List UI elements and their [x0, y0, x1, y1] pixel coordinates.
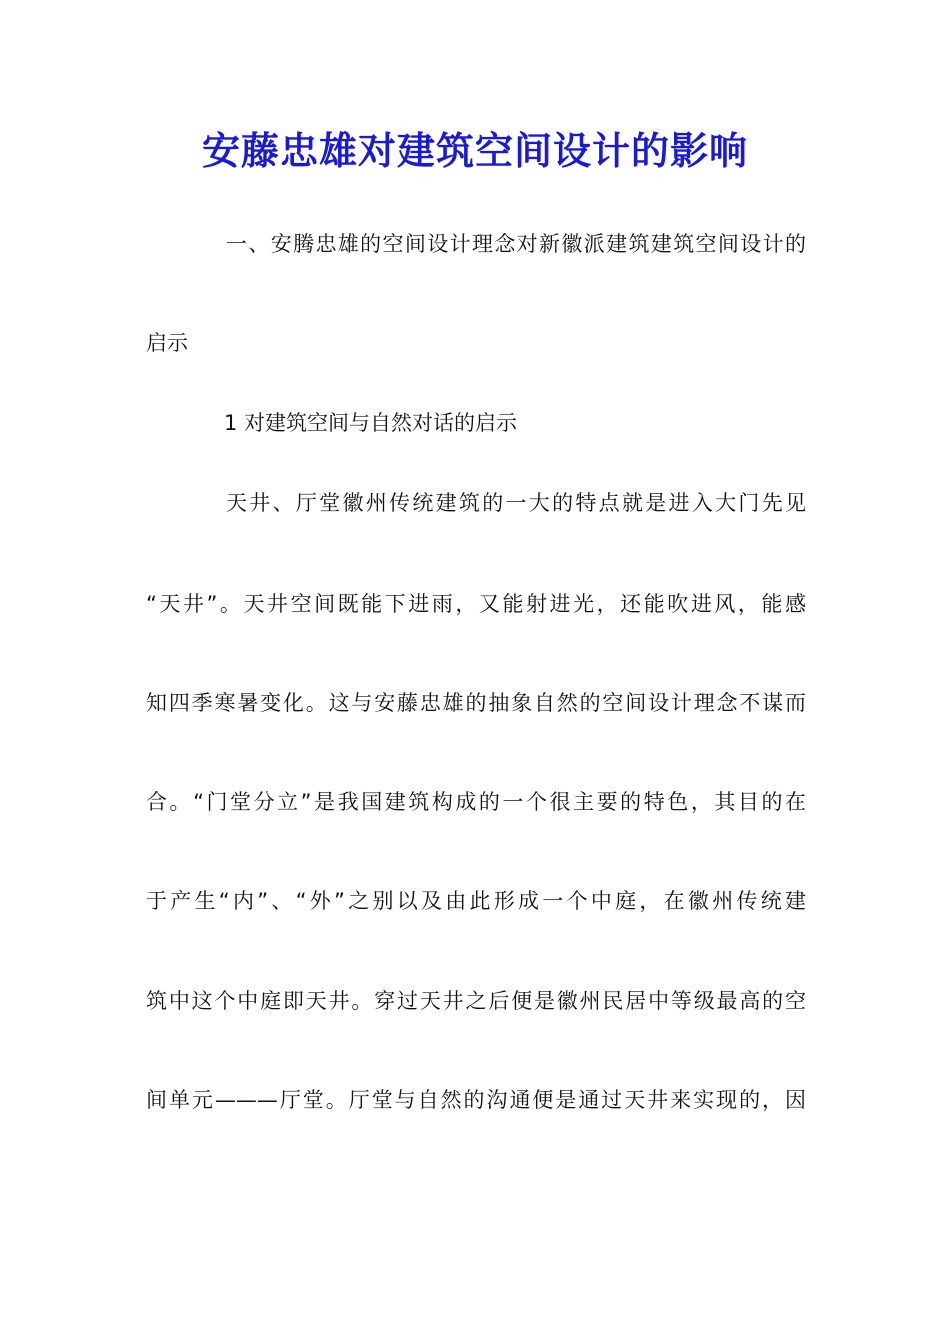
- section-heading-line-1: 一、安腾忠雄的空间设计理念对新徽派建筑建筑空间设计的: [226, 232, 806, 256]
- paragraph-line-1: 天井、厅堂徽州传统建筑的一大的特点就是进入大门先见: [226, 491, 806, 515]
- section-heading-line-2: 启示: [146, 331, 188, 355]
- document-title: 安藤忠雄对建筑空间设计的影响: [201, 128, 748, 173]
- paragraph-line-6: 筑中这个中庭即天井。穿过天井之后便是徽州民居中等级最高的空: [146, 989, 806, 1013]
- paragraph-line-2: “天井”。天井空间既能下进雨，又能射进光，还能吹进风，能感: [146, 592, 806, 616]
- paragraph-line-5: 于产生“内”、“外”之别以及由此形成一个中庭，在徽州传统建: [146, 889, 806, 913]
- paragraph-line-4: 合。“门堂分立”是我国建筑构成的一个很主要的特色，其目的在: [146, 790, 806, 814]
- subsection-heading: 1 对建筑空间与自然对话的启示: [224, 411, 518, 435]
- paragraph-line-3: 知四季寒暑变化。这与安藤忠雄的抽象自然的空间设计理念不谋而: [146, 691, 806, 715]
- paragraph-line-7: 间单元———厅堂。厅堂与自然的沟通便是通过天井来实现的，因: [146, 1088, 806, 1112]
